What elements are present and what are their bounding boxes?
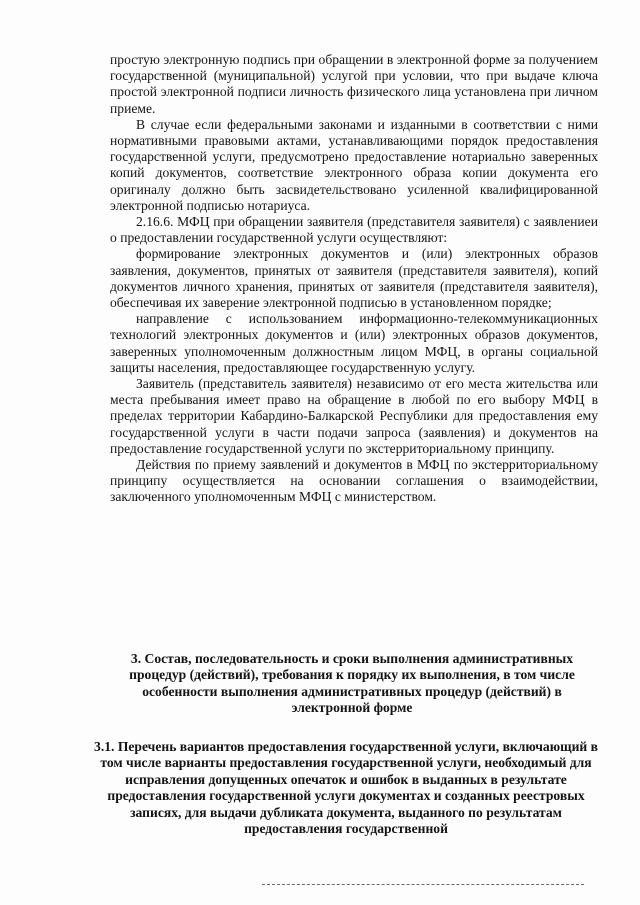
paragraph: Заявитель (представитель заявителя) независимо от его места жительства или места пребывания имеет право на обращение в любой по его выбору МФЦ в пределах территории Кабардино-Балкарской Республики для предоставления ему государственной услуги в части подачи запроса (заявления) и документов на предоставление государственной услуги по экстерриториальному принципу.: [110, 376, 598, 456]
paragraph: В случае если федеральными законами и изданными в соответствии с ними нормативными правовыми актами, устанавливающими порядок предоставления государственной услуги, предусмотрено предоставление нотариально заверенных копий документов, соответствие электронного образа копии документа его оригиналу должно быть засвидетельствовано усиленной квалифицированной электронной подписью нотариуса.: [110, 116, 598, 213]
paragraph: простую электронную подпись при обращении в электронной форме за получением государственной (муниципальной) услугой при условии, что при выдаче ключа простой электронной подписи личность физического лица установлена при личном приеме.: [110, 52, 598, 116]
paragraph: формирование электронных документов и (или) электронных образов заявления, документов, принятых от заявителя (представителя заявителя), копий документов личного хранения, принятых от заявителя (представителя заявителя), обеспечивая их заверение электронной подписью в установленном порядке;: [110, 246, 598, 311]
footer-rule: [262, 884, 584, 885]
body-text: [110, 52, 598, 506]
subsection-heading: 3.1. Перечень вариантов предоставления государственной услуги, включающий в том числе варианты предоставления государственной услуги, необходимый для исправления допущенных опечаток и ошибок в выданных в результате предоставления государственной услуги документах и созданных реестровых записях, для выдачи дубликата документа, выданного по результатам предоставления государственной: [94, 739, 598, 837]
section-heading: 3. Состав, последовательность и сроки выполнения административных процедур (действий), требования к порядку их выполнения, в том числе особенности выполнения административных процедур (действий) в электронной форме: [129, 651, 575, 716]
paragraph: 2.16.6. МФЦ при обращении заявителя (представителя заявителя) с заявлениеи о предоставлении государственной услуги осуществляют:: [110, 214, 598, 246]
paragraph: направление с использованием информационно-телекоммуникационных технологий электронных документов и (или) электронных образов документов, заверенных уполномоченным должностным лицом МФЦ, в органы социальной защиты населения, предоставляющее государственную услугу.: [110, 311, 598, 375]
paragraph: Действия по приему заявлений и документов в МФЦ по экстерриториальному принципу осуществляется на основании соглашения о взаимодействии, заключенного уполномоченным МФЦ с министерством.: [110, 457, 598, 505]
